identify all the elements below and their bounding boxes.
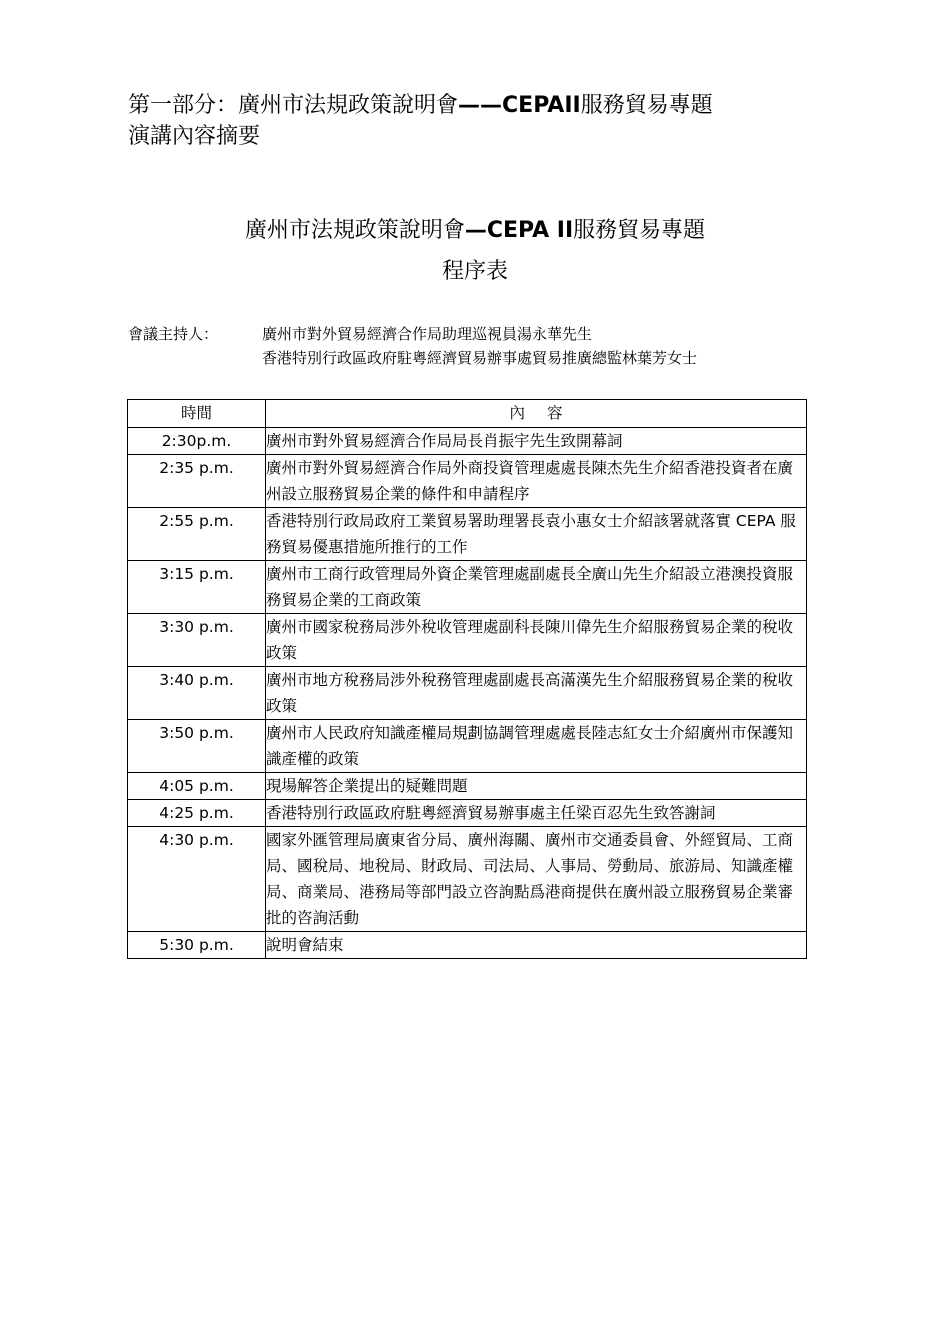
header-content-label: 內容	[509, 404, 585, 422]
part-heading-suffix: 服務貿易專題	[580, 93, 713, 118]
row-content: 廣州市對外貿易經濟合作局局長肖振宇先生致開幕詞	[266, 428, 807, 455]
program-title	[0, 215, 950, 246]
part-heading	[128, 90, 828, 152]
row-time: 3:30 p.m.	[128, 614, 266, 667]
row-content: 現場解答企業提出的疑難問題	[266, 773, 807, 800]
table-row	[128, 827, 807, 932]
header-time: 時間	[128, 400, 266, 428]
table-row	[128, 614, 807, 667]
table-row	[128, 932, 807, 959]
part-heading-bold: ——CEPAII	[458, 93, 581, 118]
row-time: 2:35 p.m.	[128, 455, 266, 508]
row-content: 廣州市國家稅務局涉外稅收管理處副科長陳川偉先生介紹服務貿易企業的稅收政策	[266, 614, 807, 667]
part-heading-line1	[128, 90, 828, 121]
hosts-label: 會議主持人：	[128, 325, 219, 343]
host-1: 廣州市對外貿易經濟合作局助理巡視員湯永華先生	[262, 325, 593, 343]
row-time: 2:55 p.m.	[128, 508, 266, 561]
program-title-prefix: 廣州市法規政策說明會	[244, 218, 465, 243]
schedule-table	[127, 399, 807, 959]
schedule-header-row	[128, 400, 807, 428]
program-title-suffix: 服務貿易專題	[573, 218, 706, 243]
hosts-list	[262, 322, 697, 370]
table-row	[128, 508, 807, 561]
row-time: 4:25 p.m.	[128, 800, 266, 827]
row-time: 3:50 p.m.	[128, 720, 266, 773]
header-content	[266, 400, 807, 428]
row-time: 3:40 p.m.	[128, 667, 266, 720]
table-row	[128, 455, 807, 508]
row-content: 香港特別行政局政府工業貿易署助理署長袁小惠女士介紹該署就落實 CEPA 服務貿易優惠措施所推行的工作	[266, 508, 807, 561]
table-row	[128, 800, 807, 827]
table-row	[128, 561, 807, 614]
row-time: 4:30 p.m.	[128, 827, 266, 932]
row-content: 說明會結束	[266, 932, 807, 959]
table-row	[128, 773, 807, 800]
table-row	[128, 667, 807, 720]
row-content: 廣州市工商行政管理局外資企業管理處副處長全廣山先生介紹設立港澳投資服務貿易企業的工商政策	[266, 561, 807, 614]
table-row	[128, 720, 807, 773]
program-subtitle: 程序表	[441, 259, 508, 284]
row-time: 3:15 p.m.	[128, 561, 266, 614]
program-title-bold: —CEPA II	[464, 218, 574, 243]
row-content: 廣州市人民政府知識產權局規劃協調管理處處長陸志紅女士介紹廣州市保護知識產權的政策	[266, 720, 807, 773]
row-content: 香港特別行政區政府駐粵經濟貿易辦事處主任梁百忍先生致答謝詞	[266, 800, 807, 827]
row-time: 5:30 p.m.	[128, 932, 266, 959]
row-content: 廣州市地方稅務局涉外稅務管理處副處長高滿漢先生介紹服務貿易企業的稅收政策	[266, 667, 807, 720]
row-time: 2:30p.m.	[128, 428, 266, 455]
part-heading-prefix: 第一部分：廣州市法規政策說明會	[128, 93, 459, 118]
part-heading-line2: 演講內容摘要	[128, 124, 261, 149]
table-row	[128, 428, 807, 455]
row-content: 廣州市對外貿易經濟合作局外商投資管理處處長陳杰先生介紹香港投資者在廣州設立服務貿易企業的條件和申請程序	[266, 455, 807, 508]
row-content: 國家外匯管理局廣東省分局、廣州海關、廣州市交通委員會、外經貿局、工商局、國稅局、地稅局、財政局、司法局、人事局、勞動局、旅游局、知識產權局、商業局、港務局等部門設立咨詢點爲港商提供在廣州設立服務貿易企業審批的咨詢活動	[266, 827, 807, 932]
row-time: 4:05 p.m.	[128, 773, 266, 800]
host-2: 香港特別行政區政府駐粵經濟貿易辦事處貿易推廣總監林葉芳女士	[262, 349, 698, 367]
